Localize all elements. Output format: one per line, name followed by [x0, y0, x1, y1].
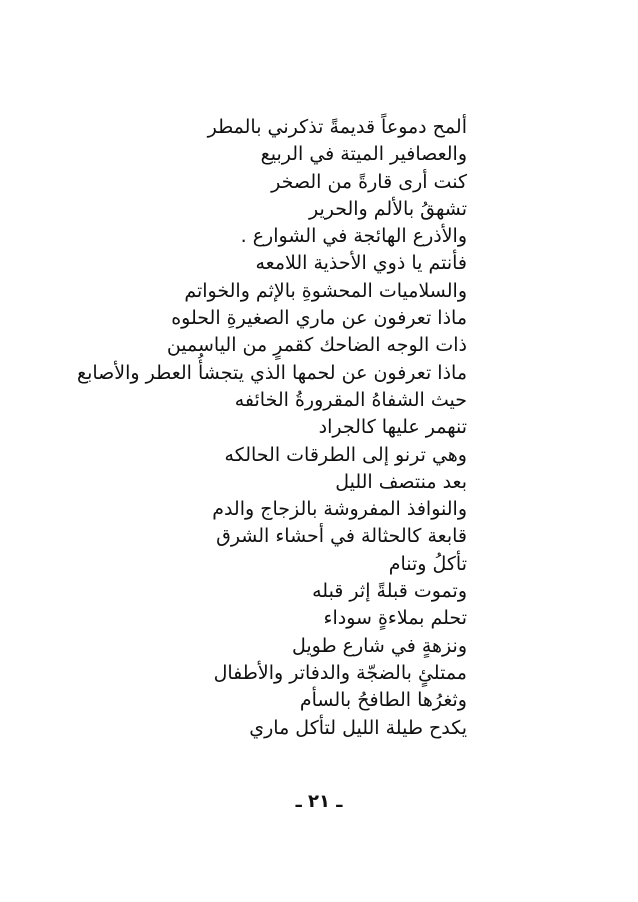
- poem-line: ألمح دموعاً قديمةً تذكرني بالمطر: [207, 116, 467, 138]
- poem-line: والسلاميات المحشوةِ بالإثم والخواتم: [184, 279, 467, 302]
- poem-line: ممتلئٍ بالضجّة والدفاتر والأطفال: [213, 661, 467, 684]
- poem-line: ونزهةٍ في شارع طويل: [291, 634, 467, 657]
- page-number: ـ ٢١ ـ: [295, 791, 343, 812]
- poem-line: حيث الشفاهُ المقرورةُ الخائفه: [234, 388, 467, 411]
- poem-text: [47, 114, 467, 742]
- poem-line: تنهمر عليها كالجراد: [318, 416, 467, 439]
- poem-line: ماذا تعرفون عن لحمها الذي يتجشأُ العطر والأصابع: [76, 361, 467, 384]
- poem-line: والعصافير الميتة في الربيع: [260, 143, 467, 166]
- poem-line: والأذرع الهائجة في الشوارع .: [240, 225, 467, 248]
- poem-line: يكدح طيلة الليل لتأكل ماري: [249, 716, 467, 739]
- poem-line: فأنتم يا ذوي الأحذية اللامعه: [255, 252, 467, 275]
- poem-line: وثغرُها الطافحُ بالسأم: [299, 689, 467, 712]
- poem-line: والنوافذ المفروشة بالزجاج والدم: [212, 498, 467, 521]
- poem-line: تأكلُ وتنام: [388, 552, 467, 575]
- poem-line: تحلم بملاءةٍ سوداء: [323, 607, 467, 630]
- poem-line: ذات الوجه الضاحك كقمرٍ من الياسمين: [166, 334, 467, 357]
- poem-line: كنت أرى قارةً من الصخر: [271, 170, 467, 193]
- poem-line: قابعة كالحثالة في أحشاء الشرق: [216, 525, 467, 548]
- poem-line: ماذا تعرفون عن ماري الصغيرةِ الحلوه: [171, 307, 467, 330]
- poem-line: بعد منتصف الليل: [335, 470, 467, 493]
- poem-line: وتموت قبلةً إثر قبله: [312, 580, 467, 603]
- poem-line: وهي ترنو إلى الطرقات الحالكه: [224, 443, 467, 466]
- poem-line: تشهقُ بالألم والحرير: [308, 197, 467, 220]
